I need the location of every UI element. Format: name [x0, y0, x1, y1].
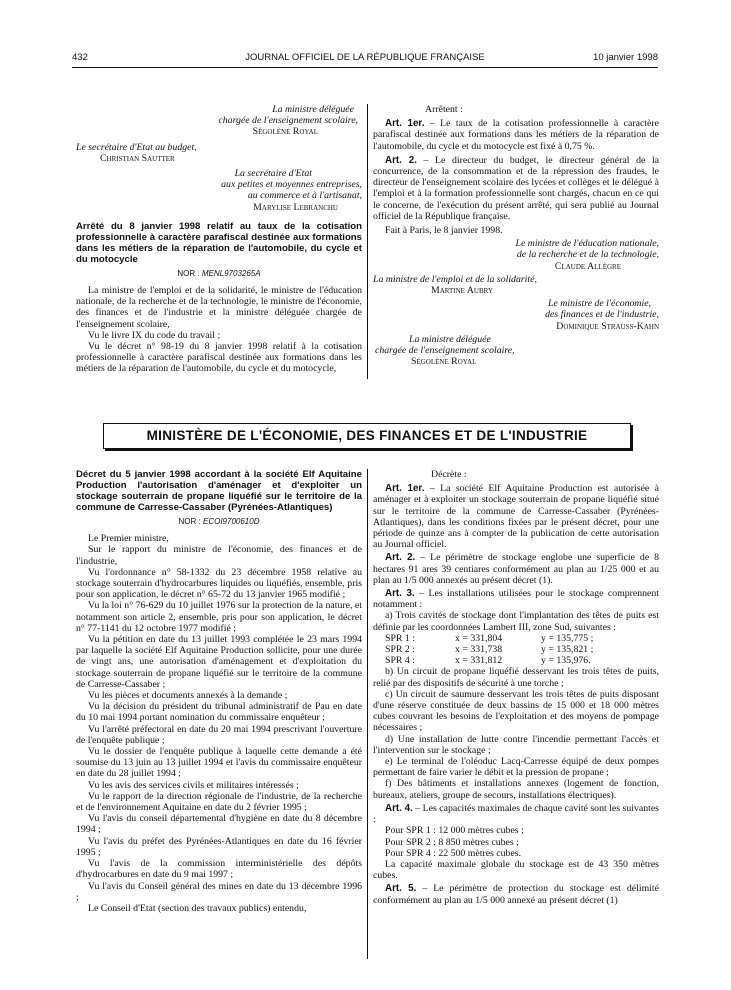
paragraph: La ministre de l'emploi et de la solidarité, le ministre de l'éducation nationale, de la recherche et de la technologie, le ministre de l'économie, des finances et de l'industrie et la ministre déléguée chargée de l'enseignement scolaire,	[76, 285, 362, 330]
paragraph: Vu l'arrêté préfectoral en date du 20 mai 1994 prescrivant l'ouverture de l'enquête publique ;	[76, 723, 362, 746]
nor-code: ECOI9700610D	[202, 517, 260, 526]
signature-title: La ministre déléguée	[272, 104, 354, 115]
signature-title: de la recherche et de la technologie,	[516, 249, 659, 261]
paragraph: d) Une installation de lutte contre l'incendie permettant l'accès et l'intervention sur le stockage ;	[373, 733, 659, 756]
top-left-column	[76, 104, 362, 375]
top-right-column	[373, 104, 659, 367]
bottom-right-column	[373, 469, 659, 906]
article-2	[373, 155, 659, 222]
column-divider	[367, 469, 368, 959]
signature-title: La ministre de l'emploi et de la solidarité,	[373, 273, 537, 285]
paragraph: Vu l'avis de la commission interministérielle des dépôts d'hydrocarbures en date du 9 mai 1997 ;	[76, 858, 362, 881]
signature-name: Ségolène Royal	[252, 126, 318, 138]
fait-line: Fait à Paris, le 8 janvier 1998.	[385, 225, 503, 237]
article-1	[373, 118, 659, 152]
nor-label: NOR :	[178, 517, 201, 526]
page-number: 432	[72, 52, 88, 63]
article-text: – Le directeur du budget, le directeur général de la concurrence, de la consommation et de la répression des fraudes, le directeur de l'enseignement scolaire des lycées et collèges et le délégué à l'emploi et à la formation professionnelle sont chargés, chacun en ce qui le concerne, de l'exécution du présent arrêté, qui sera publié au Journal officiel de la République française.	[373, 154, 660, 222]
column-divider	[367, 104, 368, 379]
signature-title: La ministre déléguée	[409, 333, 491, 345]
paragraph: b) Un circuit de propane liquéfié desservant les trois têtes de puits, relié par des dispositifs de sécurité à une torche ;	[373, 666, 659, 689]
paragraph: Sur le rapport du ministre de l'économie, des finances et de l'industrie,	[76, 544, 362, 567]
paragraph: Vu le décret n° 98-19 du 8 janvier 1998 relatif à la cotisation professionnelle à caractère parafiscal destinée aux formations dans les métiers de la réparation de l'automobile, du cycle et du motocycle,	[76, 341, 362, 375]
paragraph: Vu l'ordonnance n° 58-1332 du 23 décembre 1958 relative au stockage souterrain d'hydrocarbures liquides ou liquéfiés, ensemble, pris pour son application, le décret n° 65-72 du 13 janvier 1965 modifié ;	[76, 566, 362, 601]
paragraph: f) Des bâtiments et installations annexes (logement de fonction, bureaux, ateliers, groupe de secours, installations électriques).	[373, 778, 659, 801]
article-label: Art. 2.	[385, 154, 417, 166]
paragraph: Vu le dossier de l'enquête publique à laquelle cette demande a été soumise du 13 juin au 13 juillet 1994 et l'avis du commissaire enquêteur en date du 28 juillet 1994 ;	[76, 746, 362, 780]
paragraph: La capacité maximale globale du stockage est de 43 350 mètres cubes.	[373, 858, 659, 882]
signature-title: chargée de l'enseignement scolaire,	[218, 115, 358, 127]
nor-reference	[76, 516, 362, 527]
arrete-title: Arrêté du 8 janvier 1998 relatif au taux de la cotisation professionnelle à caractère parafiscal destinée aux formations dans les métiers de la réparation de l'automobile, du cycle et du motocycle	[76, 220, 362, 265]
signature-title: La secrétaire d'Etat	[234, 168, 312, 180]
article-text: – Les installations utilisées pour le stockage comprennent notamment :	[373, 588, 659, 611]
signature-title: Le ministre de l'économie,	[548, 298, 651, 310]
article-1	[373, 483, 659, 550]
paragraph: a) Trois cavités de stockage dont l'implantation des têtes de puits est définie par les coordonnées Lambert III, zone Sud, suivantes :	[373, 610, 659, 633]
paragraph: Vu la pétition en date du 13 juillet 1993 complétée le 23 mars 1994 par laquelle la société Elf Aquitaine Production sollicite, pour une durée de vingt ans, une autorisation d'aménagement et d'exploitation du stockage souterrain de propane liquéfié sur le territoire de la commune de Carresse-Cassaber ;	[76, 634, 362, 690]
signature-title: aux petites et moyennes entreprises,	[221, 179, 362, 191]
signature-title: Le ministre de l'éducation nationale,	[515, 238, 659, 250]
paragraph: Vu l'avis du Conseil général des mines en date du 13 décembre 1996 ;	[76, 880, 362, 903]
article-label: Art. 1er.	[385, 483, 425, 495]
signature-title: Le secrétaire d'Etat au budget,	[76, 141, 197, 153]
article-5	[373, 883, 659, 905]
paragraph: Vu les avis des services civils et militaires intéressés ;	[88, 779, 299, 791]
paragraph: Le Premier ministre,	[88, 533, 169, 545]
article-text: – La société Elf Aquitaine Production est autorisée à aménager et à exploiter un stockage souterrain de propane liquéfié situé sur le territoire de la commune de Carresse-Cassaber (Pyrénées-Atlantiques), dans les conditions fixées par le présent décret, pour une période de quinze ans à compter de la publication de cette autorisation au Journal officiel.	[373, 483, 659, 551]
signature-name: Ségolène Royal	[411, 356, 477, 368]
article-3	[373, 588, 659, 610]
article-text: – Les capacités maximales de chaque cavité sont les suivantes :	[373, 802, 659, 826]
signature-name: Claude Allègre	[554, 260, 621, 272]
paragraph: Vu le rapport de la direction régionale de l'industrie, de la recherche et de l'environnement Aquitaine en date du 2 février 1995 ;	[76, 790, 362, 814]
article-text: – Le taux de la cotisation professionnelle à caractère parafiscal destinée aux formations dans les métiers de la réparation de l'automobile, du cycle et du motocycle est fixé à 0,75 %.	[373, 118, 659, 152]
spr-coordinates	[373, 633, 659, 667]
article-label: Art. 2.	[385, 552, 416, 564]
spr-row: SPR 1 : x = 331,804 y = 135,775 ;	[385, 632, 594, 644]
paragraph: c) Un circuit de saumure desservant les trois têtes de puits disposant d'une réserve constituée de deux bassins de 15 000 et 18 000 mètres cubes couvrant les besoins de l'exploitation et des moyens de pompage nécessaires ;	[373, 688, 659, 734]
capacity-line: Pour SPR 4 : 22 500 mètres cubes.	[385, 847, 522, 859]
arretent-line: Arrêtent :	[425, 104, 463, 115]
issue-date: 10 janvier 1998	[593, 52, 658, 63]
article-label: Art. 1er.	[385, 118, 425, 130]
signature-name: Marylise Lebranchu	[253, 201, 338, 213]
signature-title: des finances et de l'industrie,	[545, 309, 659, 321]
paragraph: Le Conseil d'Etat (section des travaux publics) entendu,	[88, 902, 307, 914]
paragraph: e) Le terminal de l'oléoduc Lacq-Carresse équipé de deux pompes permettant de faire varier le débit et la pression de propane ;	[373, 756, 659, 779]
journal-title: JOURNAL OFFICIEL DE LA RÉPUBLIQUE FRANÇAISE	[245, 52, 485, 63]
nor-label: NOR :	[177, 268, 200, 278]
paragraph: Vu le livre IX du code du travail ;	[88, 329, 221, 341]
signature-name: Christian Sautter	[100, 152, 175, 164]
paragraph: Vu la décision du président du tribunal administratif de Pau en date du 10 mai 1994 portant nomination du commissaire enquêteur ;	[76, 701, 362, 724]
paragraph: Vu l'avis du conseil départemental d'hygiène en date du 8 décembre 1994 ;	[76, 813, 362, 836]
paragraph: Vu l'avis du préfet des Pyrénées-Atlantiques en date du 16 février 1995 ;	[76, 835, 362, 858]
capacity-line: Pour SPR 1 : 12 000 mètres cubes ;	[385, 825, 524, 837]
decrete-line: Décrète :	[431, 469, 467, 480]
article-label: Art. 3.	[385, 588, 415, 600]
page-header	[72, 52, 658, 66]
header-rule	[72, 67, 658, 68]
nor-reference	[76, 268, 362, 279]
signature-name: Martine Aubry	[431, 285, 493, 297]
ministry-banner: MINISTÈRE DE L'ÉCONOMIE, DES FINANCES ET DE L'INDUSTRIE	[103, 423, 631, 449]
article-text: – Le périmètre de stockage englobe une superficie de 8 hectares 91 ares 39 centiares conformément au plan au 1/25 000 et au plan au 1/5 000 annexés au présent décret (1).	[373, 552, 660, 586]
spr-row: SPR 4 : x = 331,812 y = 135,976.	[385, 655, 591, 667]
article-2	[373, 552, 659, 586]
article-label: Art. 4.	[385, 802, 413, 814]
signature-name: Dominique Strauss-Kahn	[556, 320, 659, 332]
spr-row: SPR 2 : x = 331,738 y = 135,821 ;	[385, 644, 594, 656]
bottom-left-column	[76, 469, 362, 914]
decret-title: Décret du 5 janvier 1998 accordant à la société Elf Aquitaine Production l'autorisation d'aménager et d'exploiter un stockage souterrain de propane liquéfié sur le territoire de la commune de Carresse-Cassaber (Pyrénées-Atlantiques)	[76, 469, 362, 513]
article-4	[373, 803, 659, 825]
signature-title: chargée de l'enseignement scolaire,	[375, 345, 515, 357]
article-text: – Le périmètre de protection du stockage est délimité conformément au plan au 1/5 000 annexé au présent décret (1)	[373, 883, 659, 906]
paragraph: Vu la loi n° 76-629 du 10 juillet 1976 sur la protection de la nature, et notamment son article 2, ensemble, pris pour son application, le décret n° 77-1141 du 12 octobre 1977 modifié ;	[76, 600, 362, 634]
capacity-line: Pour SPR 2 : 8 850 mètres cubes ;	[385, 836, 519, 848]
nor-code: MENL9703265A	[201, 268, 261, 278]
paragraph: Vu les pièces et documents annexés à la demande ;	[88, 690, 288, 702]
article-label: Art. 5.	[385, 883, 417, 895]
signature-title: au commerce et à l'artisanat,	[247, 190, 362, 202]
